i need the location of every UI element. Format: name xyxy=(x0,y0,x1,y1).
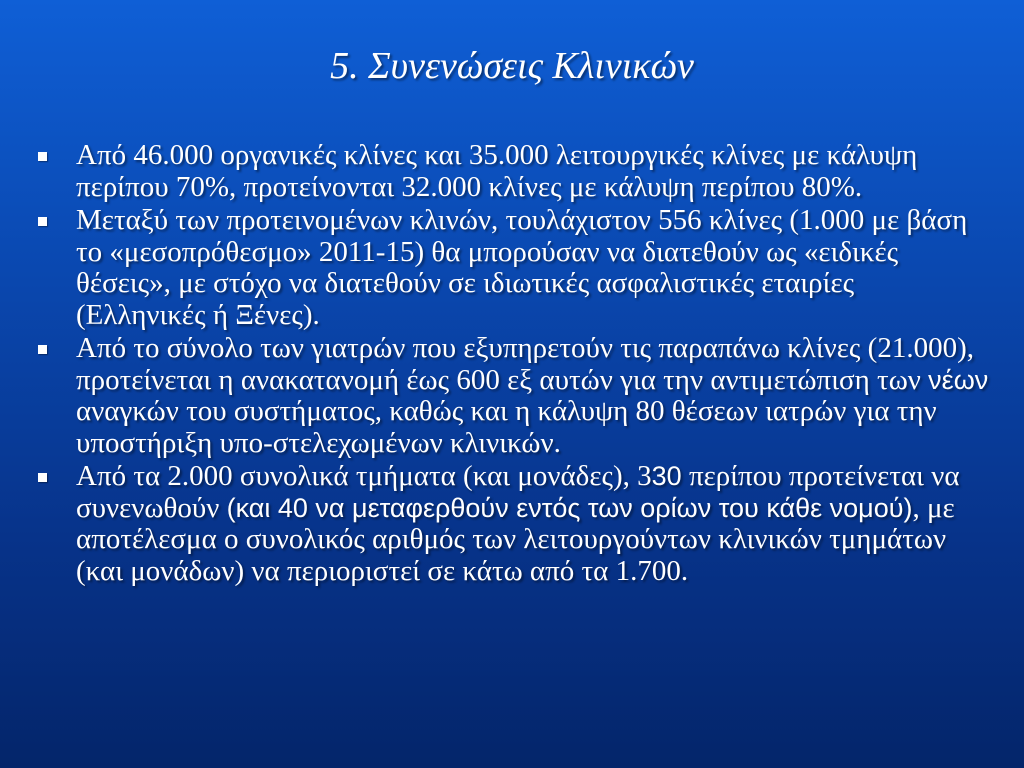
bullet-text: Μεταξύ των προτεινομένων κλινών, τουλάχιστον 556 κλίνες (1.000 με βάση το «μεσοπρόθεσμο» 2011-15) θα μπορούσαν να διατεθούν ως «ειδικές θέσεις», με στόχο να διατεθούν σε ιδιωτικές ασφαλιστικές εταιρίες (Ελληνικές ή Ξένες). xyxy=(76,204,968,331)
bullet-text-part: Από τα 2.000 συνολικά τμήματα (και μονάδες), 3 xyxy=(76,460,652,492)
bullet-text-part: αναγκών του συστήματος, καθώς και η κάλυψη 80 θέσεων ιατρών για την υποστήριξη υπο-στελεχωμένων κλινικών. xyxy=(76,395,937,459)
bullet-text-part: Από το σύνολο των γιατρών που εξυπηρετούν τις παραπάνω κλίνες (21.000), προτείνεται η ανακατανομή έως 600 εξ αυτών για την αντιμετώπιση των xyxy=(76,332,974,396)
bullet-text-part: , με αποτέλεσμα ο συνολικός αριθμός των λειτουργούντων κλινικών τμημάτων (και μονάδων) να περιοριστεί σε κάτω από τα 1.700. xyxy=(76,491,955,587)
slide-title: 5. Συνενώσεις Κλινικών xyxy=(330,45,694,87)
bullet-text-emphasis: (και 40 να μεταφερθούν εντός των ορίων του κάθε νομού) xyxy=(226,492,913,523)
bullet-text-emphasis: 30 xyxy=(651,461,682,491)
bullet-item-1 xyxy=(30,140,990,203)
bullet-item-4 xyxy=(30,461,990,587)
square-bullet-icon xyxy=(38,345,47,354)
bullet-item-3 xyxy=(30,333,990,459)
square-bullet-icon xyxy=(38,217,47,226)
bullet-item-2 xyxy=(30,205,990,331)
bullet-text-part: περίπου προτείνεται να συνενωθούν xyxy=(76,460,960,524)
square-bullet-icon xyxy=(38,152,47,161)
bullet-text: Από 46.000 οργανικές κλίνες και 35.000 λειτουργικές κλίνες με κάλυψη περίπου 70%, προτείνονται 32.000 κλίνες με κάλυψη περίπου 80%. xyxy=(76,139,918,203)
bullet-text xyxy=(76,332,988,459)
bullet-list xyxy=(30,140,990,589)
bullet-text xyxy=(76,460,960,587)
bullet-text-emphasis: νέων xyxy=(928,364,989,395)
square-bullet-icon xyxy=(38,473,47,482)
